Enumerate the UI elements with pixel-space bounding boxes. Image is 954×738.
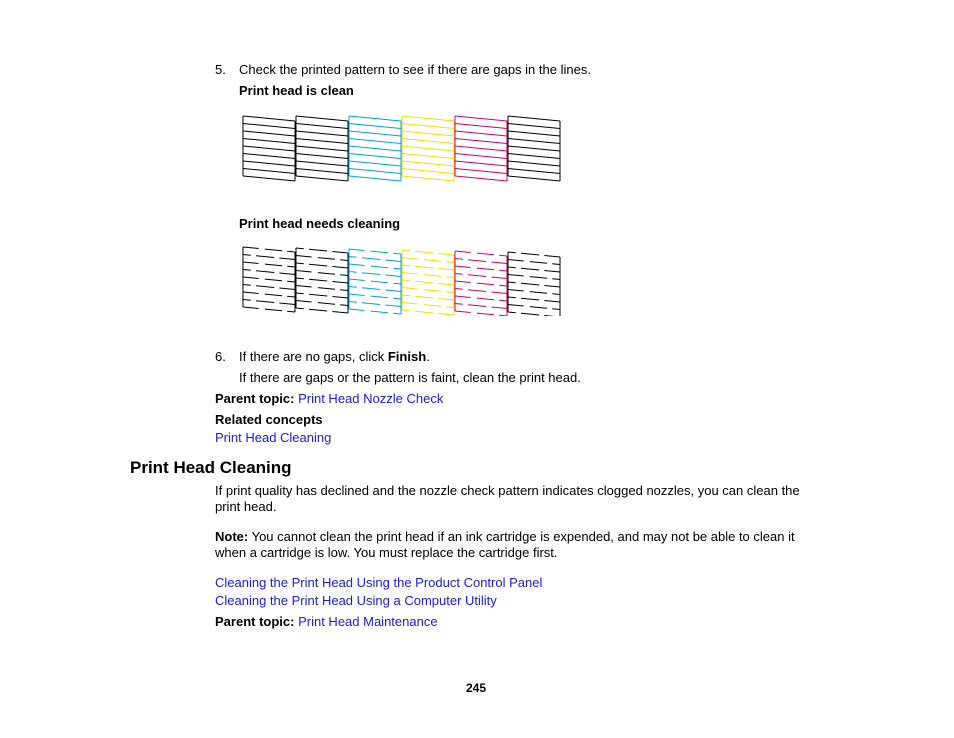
step-6-text-prefix: If there are no gaps, click (239, 349, 388, 364)
cleaning-control-panel-link[interactable]: Cleaning the Print Head Using the Product Control Panel (215, 575, 543, 590)
step-5-text: Check the printed pattern to see if there are gaps in the lines. (239, 62, 591, 77)
pattern-block (243, 116, 295, 181)
pattern-block (402, 250, 454, 315)
pattern-block (455, 251, 507, 316)
pattern-block (402, 116, 454, 181)
related-concepts-label: Related concepts (215, 412, 323, 427)
print-head-maintenance-link[interactable]: Print Head Maintenance (298, 614, 438, 629)
step-6-subtext: If there are gaps or the pattern is faint, clean the print head. (239, 370, 581, 385)
note-text: You cannot clean the print head if an ink cartridge is expended, and may not be able to clean it when a cartridge is low. You must replace the cartridge first. (215, 529, 795, 560)
cleaning-computer-utility-link[interactable]: Cleaning the Print Head Using a Computer Utility (215, 593, 497, 608)
parent-topic-label: Parent topic: (215, 614, 295, 629)
print-head-cleaning-link[interactable]: Print Head Cleaning (215, 430, 332, 445)
pattern-block (296, 116, 348, 181)
note-paragraph (215, 529, 815, 561)
finish-keyword: Finish (387, 349, 427, 364)
parent-topic-maintenance (215, 614, 438, 630)
clean-nozzle-pattern-image (240, 113, 565, 185)
section-intro: If print quality has declined and the nozzle check pattern indicates clogged nozzles, you can clean the print head. (215, 483, 800, 514)
pattern-block (508, 116, 560, 181)
page-number: 245 (466, 681, 487, 695)
pattern-block (508, 252, 560, 316)
pattern-block (349, 249, 401, 314)
needs-cleaning-pattern-label: Print head needs cleaning (239, 216, 401, 231)
clean-pattern-label: Print head is clean (239, 83, 354, 98)
step-6-text-suffix: . (426, 349, 430, 364)
pattern-block (349, 116, 401, 181)
step-6-text (239, 349, 430, 365)
note-label: Note: (215, 529, 249, 544)
step-5-number: 5. (215, 62, 226, 77)
pattern-block (296, 248, 348, 313)
section-title: Print Head Cleaning (130, 458, 292, 477)
clogged-nozzle-pattern-image (240, 244, 568, 316)
parent-topic-label: Parent topic: (215, 391, 295, 406)
pattern-block (243, 247, 295, 312)
parent-topic-nozzle-check (215, 391, 443, 407)
print-head-nozzle-check-link[interactable]: Print Head Nozzle Check (298, 391, 444, 406)
step-6-number: 6. (215, 349, 226, 364)
pattern-block (455, 116, 507, 181)
